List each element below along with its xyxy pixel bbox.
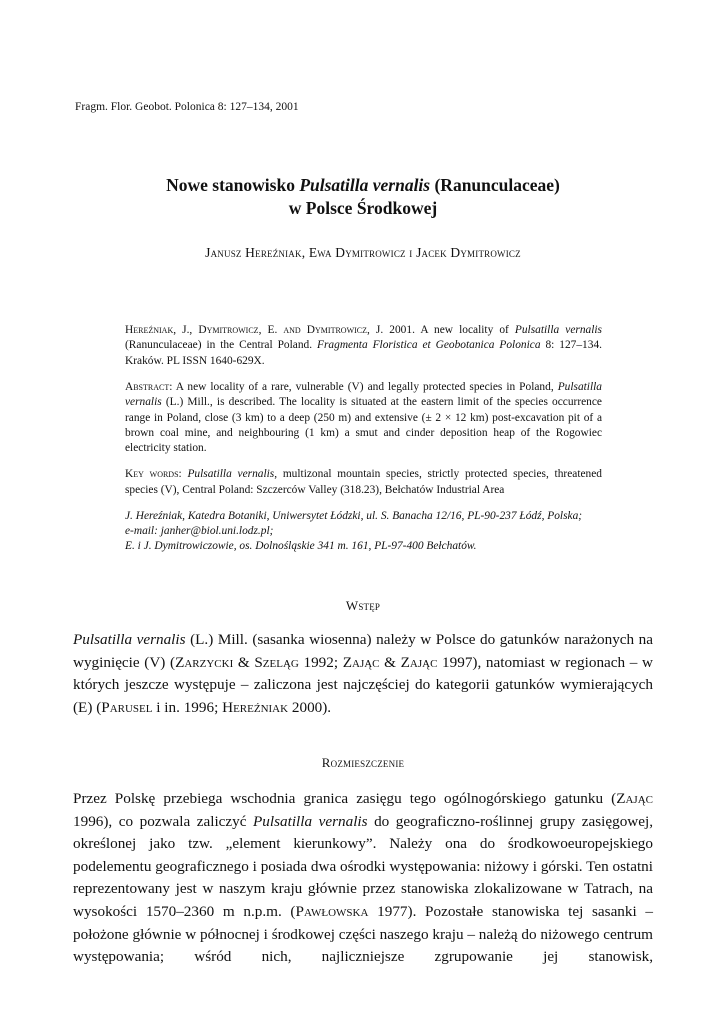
- paragraph-text: 1997), natomiast w regionach – w których jeszcze występuje – zaliczona jest najczęściej do kategorii gatunków wymierających (E) (: [73, 653, 653, 716]
- affiliation-1: J. Hereźniak, Katedra Botaniki, Uniwersytet Łódzki, ul. S. Banacha 12/16, PL-90-237 Łódź, Polska;: [125, 509, 583, 522]
- paragraph-text: Przez Polskę przebiega wschodnia granica zasięgu tego ogólnogórskiego gatunku (: [73, 790, 617, 807]
- abstract-block: [125, 323, 602, 555]
- title-line-1: [0, 174, 726, 197]
- section-heading-intro: Wstęp: [345, 598, 381, 613]
- paragraph-text: 1996), co pozwala zaliczyć: [73, 812, 254, 830]
- citation-author: Pawłowska: [295, 902, 369, 920]
- paragraph-text: 1992;: [298, 653, 343, 671]
- affiliation-2: E. i J. Dymitrowiczowie, os. Dolnośląskie 341 m. 161, PL-97-400 Bełchatów.: [125, 540, 477, 553]
- citation-species: Pulsatilla vernalis: [514, 324, 602, 336]
- keywords-text: , multizonal mountain species, strictly protected species, threatened species (V), Central Poland: Szczerców Valley (318.23), Bełchatów Industrial Area: [125, 468, 602, 496]
- species-name: Pulsatilla vernalis: [73, 631, 186, 648]
- abstract-text: (L.) Mill., is described. The locality is situated at the eastern limit of the species occurrence range in Poland, close (3 km) to a deep (250 m) and extensive (± 2 × 12 km) post-excavation pit of a brown coal mine, and neighbouring (1 km) a smut and cinder deposition heap of the Rogowiec electricity station.: [125, 396, 602, 455]
- abstract-species: Pulsatilla vernalis: [125, 380, 602, 409]
- citation-author: Hereźniak: [222, 698, 289, 716]
- citation-author: Zając: [616, 790, 653, 807]
- title-line-2: w Polsce Środkowej: [288, 198, 438, 218]
- keywords-label: Key words:: [125, 468, 182, 481]
- section-intro-body: [73, 629, 653, 719]
- paragraph: [73, 629, 653, 719]
- citation-author: Zając & Zając: [342, 653, 438, 671]
- journal-reference: Fragm. Flor. Geobot. Polonica 8: 127–134, 2001: [75, 101, 299, 113]
- citation-text: 2001. A new locality of: [383, 324, 515, 336]
- citation-authors: Hereźniak, J., Dymitrowicz, E. and Dymitrowicz, J.: [125, 324, 384, 336]
- paragraph-text: (L.) Mill. (sasanka wiosenna) należy w Polsce do gatunków narażonych na wyginięcie (V) (: [73, 631, 654, 671]
- citation: [125, 323, 602, 369]
- citation-text: (Ranunculaceae) in the Central Poland.: [125, 339, 318, 352]
- citation-author: Zarzycki & Szeląg: [175, 653, 299, 671]
- paragraph-text: i in. 1996;: [152, 698, 223, 716]
- citation-text: 8: 127–134. Kraków. PL ISSN 1640-629X.: [125, 339, 602, 367]
- citation-journal: Fragmenta Floristica et Geobotanica Polonica: [317, 339, 541, 352]
- citation-author: Parusel: [101, 698, 153, 716]
- paragraph-text: do geograficzno-roślinnej grupy zasięgowej, określonej jako tzw. „element kierunkowy”. Należy ona do środkowoeuropejskiego podelementu geograficznego i posiada dwa ośrodki występowania: niżowy i górski. Ten ostatni reprezentowany jest w naszym kraju głównie przez stanowiska zlokalizowane w Tatrach, na wysokości 1570–2360 m n.p.m. (: [73, 812, 654, 920]
- paragraph-text: 2000).: [288, 698, 332, 716]
- keywords: [125, 467, 602, 498]
- section-heading-distribution: Rozmieszczenie: [321, 755, 405, 770]
- abstract: [125, 380, 602, 457]
- species-name: Pulsatilla vernalis: [253, 812, 368, 830]
- paragraph-text: 1977). Pozostałe stanowiska tej sasanki – położone głównie w północnej i środkowej części naszego kraju – należą do niżowego centrum występowania; wśród nich, najliczniejsze zgrupowanie jej stanowisk,: [73, 902, 653, 966]
- keywords-species: Pulsatilla vernalis: [187, 468, 275, 481]
- title-text: Nowe stanowisko: [166, 175, 300, 195]
- abstract-text: A new locality of a rare, vulnerable (V) and legally protected species in Poland,: [172, 380, 558, 393]
- title-species: Pulsatilla vernalis: [299, 175, 431, 195]
- author-list: Janusz Hereźniak, Ewa Dymitrowicz i Jacek Dymitrowicz: [205, 245, 521, 260]
- paragraph: [73, 788, 653, 969]
- section-distribution-body: [73, 788, 653, 969]
- abstract-label: Abstract:: [125, 380, 173, 393]
- article-title: [0, 174, 726, 220]
- title-family: (Ranunculaceae): [430, 175, 560, 195]
- affiliation-email: e-mail: janher@biol.uni.lodz.pl;: [125, 524, 274, 537]
